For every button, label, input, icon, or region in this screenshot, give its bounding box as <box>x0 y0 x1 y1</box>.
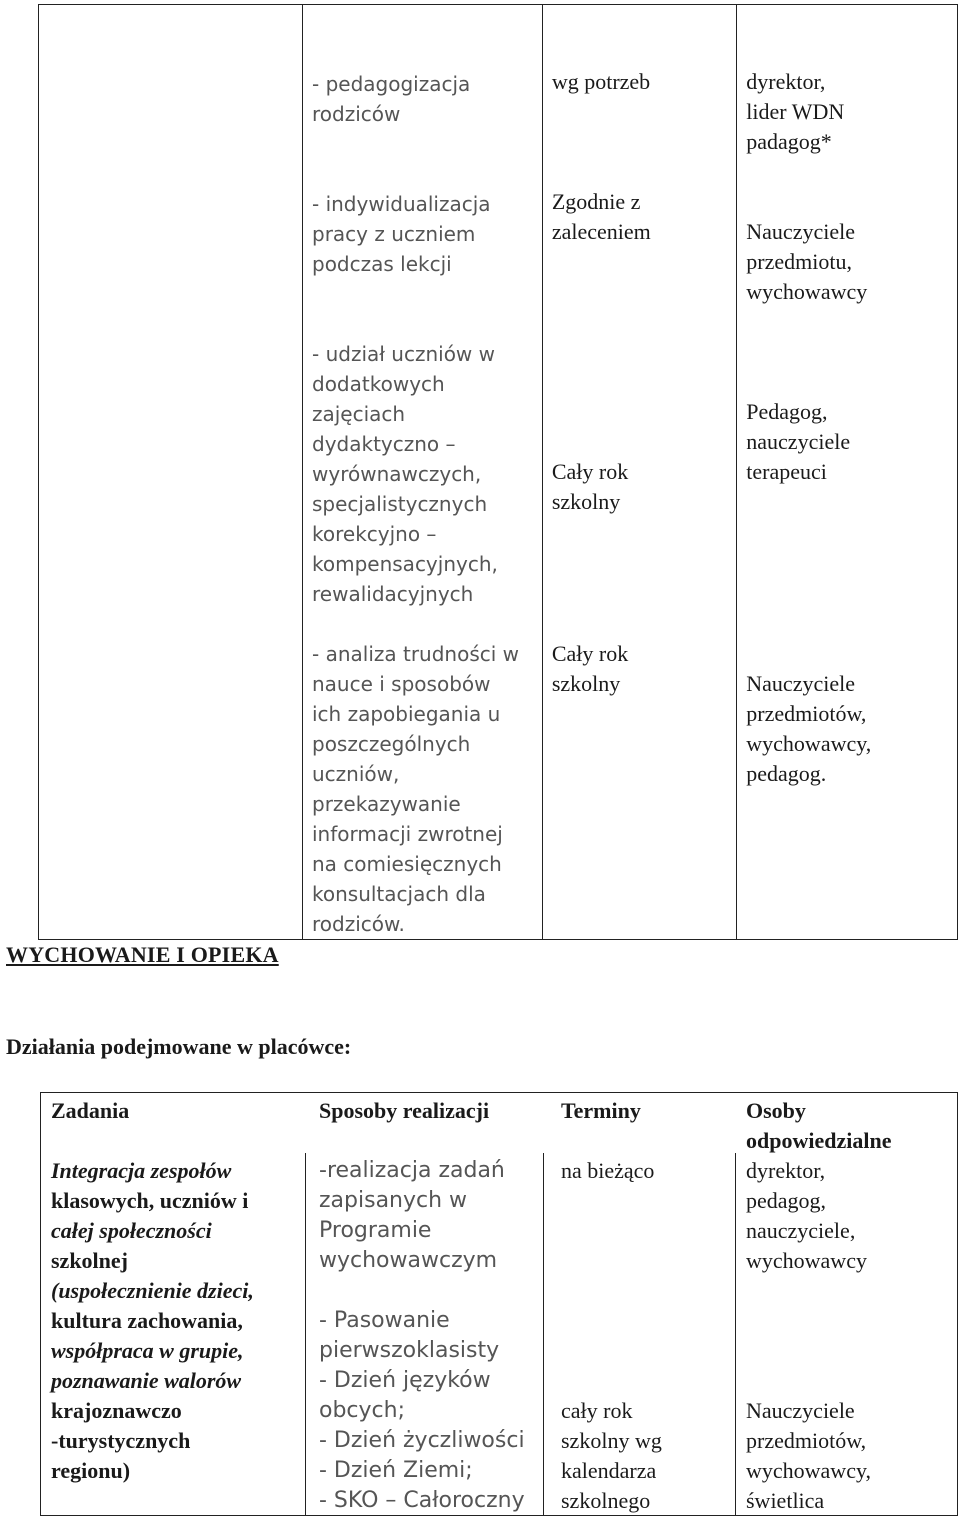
task-line: (uspołecznienie dzieci, <box>51 1278 254 1303</box>
method-text: - indywidualizacja pracy z uczniem podczas lekcji <box>312 192 491 276</box>
method-text: - Pasowanie pierwszoklasisty - Dzień języków obcych; - Dzień życzliwości - Dzień Ziemi; - SKO – Całoroczny <box>319 1308 525 1513</box>
responsible-text: dyrektor, pedagog, nauczyciele, wychowawcy <box>746 1158 867 1273</box>
task-line: poznawanie walorów <box>51 1368 242 1393</box>
header-methods: Sposoby realizacji <box>319 1098 490 1123</box>
method-text: - analiza trudności w nauce i sposobów ich zapobiegania u poszczególnych uczniów, przekazywanie informacji zwrotnej na comiesięcznych konsultacjach dla rodziców. <box>312 642 520 936</box>
responsible-text: Nauczyciele przedmiotu, wychowawcy <box>746 219 868 304</box>
responsible-cell <box>737 5 958 940</box>
table-row <box>39 5 958 940</box>
column-divider <box>305 1153 306 1515</box>
responsible-text: dyrektor, lider WDN padagog* <box>746 69 845 154</box>
methods-cell <box>303 5 543 940</box>
method-text: - pedagogizacja rodziców <box>312 72 471 126</box>
term-text: Zgodnie z zaleceniem <box>551 189 651 244</box>
responsible-text: Nauczyciele przedmiotów, wychowawcy, pedagog. <box>746 671 872 786</box>
tasks-cell <box>51 1156 301 1486</box>
term-text: na bieżąco <box>561 1158 655 1183</box>
responsible-text: Nauczyciele przedmiotów, wychowawcy, świetlica <box>746 1398 872 1513</box>
header-responsible: Osoby odpowiedzialne <box>746 1098 892 1153</box>
subheading: Działania podejmowane w placówce: <box>6 1034 352 1059</box>
task-line: całej społeczności <box>51 1218 212 1243</box>
task-line: współpraca w grupie, <box>51 1338 244 1363</box>
activities-table <box>40 1092 958 1516</box>
term-text: Cały rok szkolny <box>551 459 629 514</box>
area-cell <box>39 5 303 940</box>
method-text: - udział uczniów w dodatkowych zajęciach dydaktyczno – wyrównawczych, specjalistycznych korekcyjno – kompensacyjnych, rewalidacyjnych <box>312 342 498 606</box>
task-line: kultura zachowania, <box>51 1308 243 1333</box>
term-text: wg potrzeb <box>551 69 651 94</box>
column-divider <box>543 1153 544 1515</box>
task-line: regionu) <box>51 1458 131 1483</box>
header-terms: Terminy <box>561 1098 641 1123</box>
task-line: -turystycznych <box>51 1428 191 1453</box>
term-text: cały rok szkolny wg kalendarza szkolnego <box>561 1398 662 1513</box>
term-text: Cały rok szkolny <box>551 641 629 696</box>
section-heading: WYCHOWANIE I OPIEKA <box>6 942 279 967</box>
activities-table-continued <box>38 4 958 940</box>
column-divider <box>735 1153 736 1515</box>
responsible-text: Pedagog, nauczyciele terapeuci <box>746 399 851 484</box>
task-line: krajoznawczo <box>51 1398 182 1423</box>
terms-cell <box>542 5 736 940</box>
task-line: Integracja zespołów <box>51 1158 232 1183</box>
method-text: -realizacja zadań zapisanych w Programie wychowawczym <box>319 1158 505 1273</box>
header-tasks: Zadania <box>51 1098 130 1123</box>
task-line: klasowych, uczniów i <box>51 1188 249 1213</box>
task-line: szkolnej <box>51 1248 128 1273</box>
